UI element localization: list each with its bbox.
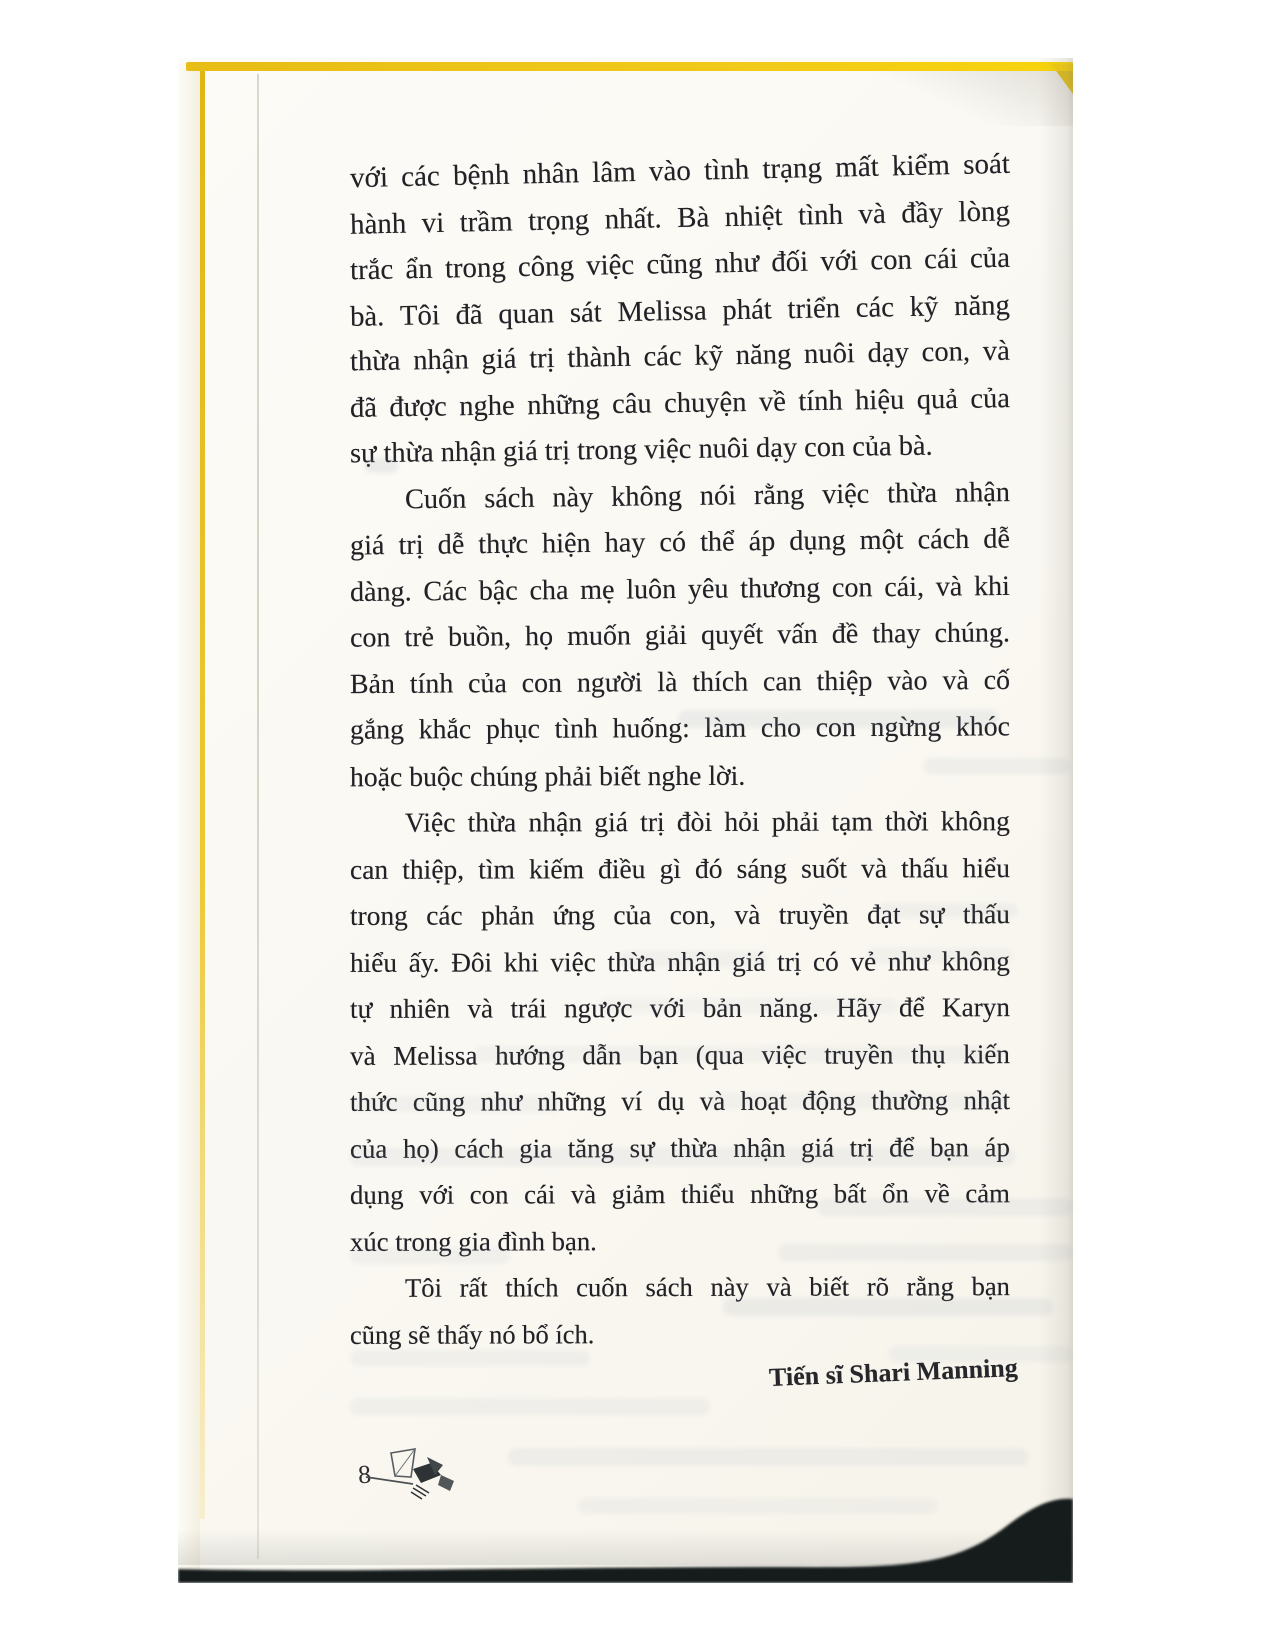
bleed-through-artifact: [350, 1248, 510, 1264]
bleed-through-artifact: [618, 951, 768, 967]
bleed-through-artifact: [888, 1346, 1073, 1362]
text-line: bà. Tôi đã quan sát Melissa phát triển các kỹ năng: [349, 288, 1011, 333]
text-line: xúc trong gia đình bạn.: [349, 1225, 597, 1257]
bleed-through-artifact: [508, 1448, 1028, 1466]
book-cover-margin-left: [178, 64, 200, 1579]
book-page-photo: [178, 58, 1073, 1583]
text-line: giá trị dễ thực hiện hay có thể áp dụng một cách dễ: [349, 523, 1011, 562]
bleed-through-artifact: [350, 1148, 1015, 1166]
text-line: thức cũng như những ví dụ và hoạt động thường nhật: [349, 1085, 1011, 1117]
bleed-through-artifact: [708, 1093, 1008, 1109]
text-line: hành vi trầm trọng nhất. Bà nhiệt tình và đầy lòng: [349, 194, 1011, 241]
bleed-through-artifact: [578, 1498, 938, 1514]
page-number: 8: [356, 1459, 372, 1490]
bleed-through-artifact: [350, 1096, 560, 1112]
page-text: [350, 148, 1010, 1357]
page-fold-line: [257, 74, 259, 1559]
text-line: dàng. Các bậc cha mẹ luôn yêu thương con cái, và khi: [349, 570, 1011, 608]
text-line: của họ) cách gia tăng sự thừa nhận giá trị để bạn áp: [349, 1131, 1010, 1164]
text-line: trắc ẩn trong công việc cũng như đối với con cái của: [349, 241, 1011, 287]
bleed-through-artifact: [923, 758, 1071, 774]
book-cover-edge-top: [186, 62, 1073, 71]
text-line: gắng khắc phục tình huống: làm cho con ngừng khóc: [349, 711, 1010, 746]
text-line: con trẻ buồn, họ muốn giải quyết vấn đề thay chúng.: [349, 617, 1011, 654]
bleed-through-artifact: [868, 948, 1013, 963]
text-line: hoặc buộc chúng phải biết nghe lời.: [349, 759, 746, 792]
text-line: hiểu ấy. Đôi khi việc thừa nhận giá trị có vẻ như không: [349, 945, 1010, 978]
text-line: đã được nghe những câu chuyện về tính hiệu quả của: [349, 382, 1011, 424]
text-line: Cuốn sách này không nói rằng việc thừa nhận: [404, 476, 1011, 515]
bleed-through-artifact: [723, 1298, 1053, 1316]
book-cover-edge-left: [200, 64, 205, 1519]
text-line: can thiệp, tìm kiếm điều gì đó sáng suốt và thấu hiểu: [349, 851, 1010, 885]
text-line: với các bệnh nhân lâm vào tình trạng mất kiểm soát: [349, 147, 1011, 195]
bleed-through-artifact: [878, 903, 1018, 918]
text-line: trong các phản ứng của con, và truyền đạt sự thấu: [349, 899, 1011, 931]
photo-bottom-shadow: [178, 1463, 1073, 1583]
bleed-through-artifact: [818, 1198, 1073, 1216]
text-line: dụng với con cái và giảm thiểu những bất ổn về cảm: [349, 1178, 1011, 1210]
text-line: Bản tính của con người là thích can thiệp vào và cố: [349, 664, 1011, 700]
text-line: cũng sẽ thấy nó bổ ích.: [349, 1318, 595, 1350]
text-line: và Melissa hướng dẫn bạn (qua việc truyền thụ kiến: [349, 1038, 1010, 1071]
text-line: tự nhiên và trái ngược với bản năng. Hãy để Karyn: [349, 992, 1010, 1024]
text-line: Tôi rất thích cuốn sách này và biết rõ rằng bạn: [404, 1271, 1010, 1303]
text-line: Việc thừa nhận giá trị đòi hỏi phải tạm thời không: [404, 805, 1010, 838]
bleed-through-artifact: [350, 1398, 710, 1415]
author-signature: Tiến sĩ Shari Manning: [768, 1353, 1019, 1392]
bleed-through-artifact: [350, 1350, 590, 1366]
bleed-through-artifact: [473, 1046, 1003, 1062]
text-line: thừa nhận giá trị thành các kỹ năng nuôi dạy con, và: [349, 335, 1011, 378]
bleed-through-artifact: [364, 458, 398, 473]
bleed-through-artifact: [778, 1244, 1073, 1261]
bleed-through-artifact: [678, 710, 998, 728]
text-line: sự thừa nhận giá trị trong việc nuôi dạy con của bà.: [349, 430, 933, 470]
bleed-through-artifact: [598, 998, 898, 1013]
